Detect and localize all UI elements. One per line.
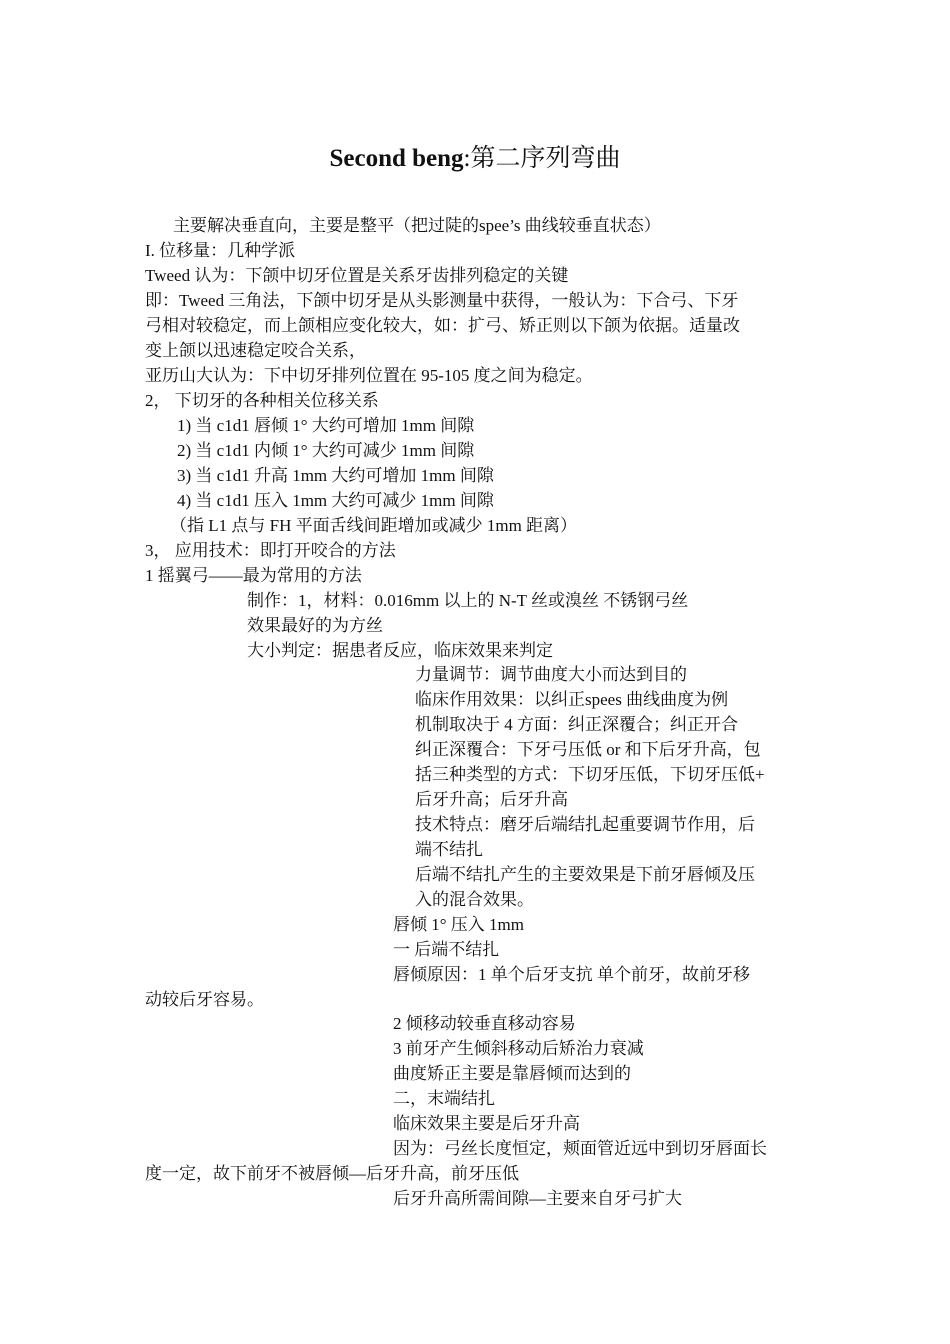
text-line: 后牙升高；后牙升高 (415, 790, 568, 809)
text-line: 即：Tweed 三角法，下颌中切牙是从头影测量中获得，一般认为：下合弓、下牙 (145, 291, 739, 310)
text-line: 临床效果主要是后牙升高 (393, 1114, 580, 1133)
section-heading-2: 2， 下切牙的各种相关位移关系 (145, 391, 379, 410)
text-line: 端不结扎 (415, 840, 483, 859)
list-item: 2) 当 c1d1 内倾 1° 大约可减少 1mm 间隙 (177, 441, 475, 460)
text-line: 后端不结扎产生的主要效果是下前牙唇倾及压 (415, 865, 755, 884)
text-line: 一 后端不结扎 (393, 940, 500, 959)
intro-paragraph: 主要解决垂直向，主要是整平（把过陡的spee’s 曲线较垂直状态） (173, 216, 661, 235)
text-line: 度一定，故下前牙不被唇倾—后牙升高，前牙压低 (145, 1164, 519, 1183)
text-line: 机制取决于 4 方面：纠正深覆合；纠正开合 (415, 715, 738, 734)
text-line: 入的混合效果。 (415, 890, 534, 909)
text-line: 力量调节：调节曲度大小而达到目的 (415, 665, 687, 684)
title-chinese: :第二序列弯曲 (463, 145, 621, 172)
section-heading-3: 3， 应用技术：即打开咬合的方法 (145, 541, 396, 560)
text-line: 唇倾原因：1 单个后牙支抗 单个前牙，故前牙移 (393, 965, 750, 984)
text-line: 曲度矫正主要是靠唇倾而达到的 (393, 1064, 631, 1083)
text-line: 效果最好的为方丝 (247, 616, 383, 635)
text-line: 唇倾 1° 压入 1mm (393, 915, 524, 934)
text-line: 技术特点：磨牙后端结扎起重要调节作用，后 (415, 815, 755, 834)
text-line: 制作：1，材料：0.016mm 以上的 N-T 丝或溴丝 不锈钢弓丝 (247, 591, 689, 610)
section-heading-4: 1 摇翼弓——最为常用的方法 (145, 566, 362, 585)
text-line: Tweed 认为：下颌中切牙位置是关系牙齿排列稳定的关键 (145, 266, 569, 285)
title-english: Second beng (329, 145, 464, 172)
text-line: 括三种类型的方式：下切牙压低，下切牙压低+ (415, 765, 765, 784)
text-line: 2 倾移动较垂直移动容易 (393, 1014, 576, 1033)
text-line: 二，末端结扎 (393, 1089, 495, 1108)
text-line: 亚历山大认为：下中切牙排列位置在 95-105 度之间为稳定。 (145, 366, 593, 385)
text-line: 弓相对较稳定，而上颌相应变化较大，如：扩弓、矫正则以下颌为依据。适量改 (145, 316, 740, 335)
text-line: 大小判定：据患者反应，临床效果来判定 (247, 641, 553, 660)
text-line: （指 L1 点与 FH 平面舌线间距增加或减少 1mm 距离） (170, 516, 578, 535)
text-line: 临床作用效果：以纠正spees 曲线曲度为例 (415, 690, 729, 709)
text-line: 纠正深覆合：下牙弓压低 or 和下后牙升高，包 (415, 740, 761, 759)
list-item: 4) 当 c1d1 压入 1mm 大约可减少 1mm 间隙 (177, 491, 494, 510)
list-item: 1) 当 c1d1 唇倾 1° 大约可增加 1mm 间隙 (177, 416, 475, 435)
text-line: 后牙升高所需间隙—主要来自牙弓扩大 (393, 1189, 682, 1208)
list-item: 3) 当 c1d1 升高 1mm 大约可增加 1mm 间隙 (177, 466, 494, 485)
section-heading-1: I. 位移量：几种学派 (145, 241, 296, 260)
text-line: 动较后牙容易。 (145, 990, 264, 1009)
document-title (0, 142, 950, 176)
text-line: 3 前牙产生倾斜移动后矫治力衰减 (393, 1039, 644, 1058)
text-line: 因为：弓丝长度恒定，颊面管近远中到切牙唇面长 (393, 1139, 767, 1158)
text-line: 变上颌以迅速稳定咬合关系， (145, 341, 366, 360)
